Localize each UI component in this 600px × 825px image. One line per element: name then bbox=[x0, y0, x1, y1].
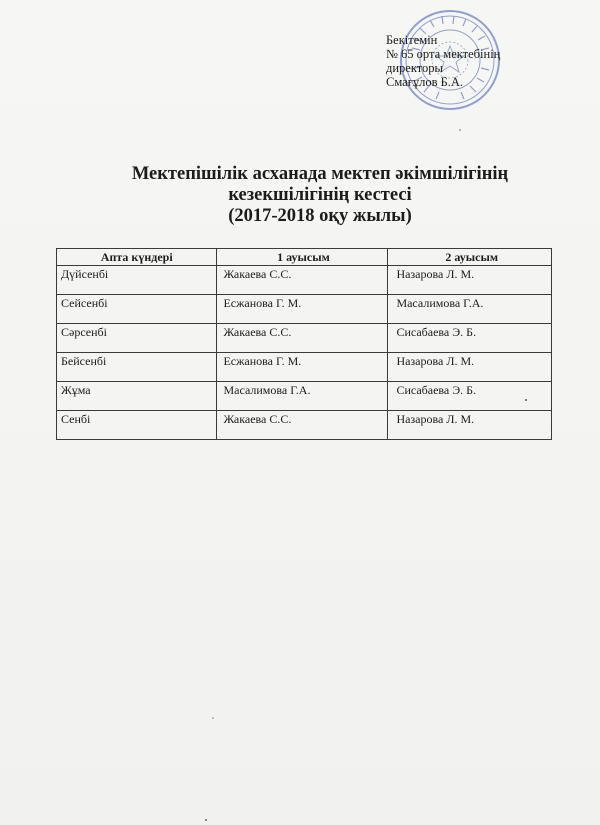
cell-shift-2: Сисабаева Э. Б. bbox=[388, 382, 552, 411]
header-shift-2: 2 ауысым bbox=[388, 249, 552, 266]
cell-weekday: Сенбі bbox=[57, 411, 217, 440]
title-line-1: Мектепішілік асханада мектеп әкімшілігінің bbox=[131, 164, 509, 184]
cell-shift-1: Жакаева С.С. bbox=[217, 411, 388, 440]
cell-shift-2: Назарова Л. М. bbox=[388, 266, 552, 295]
cell-shift-2: Назарова Л. М. bbox=[388, 353, 552, 382]
approval-line-school: № 65 орта мектебінің bbox=[386, 47, 501, 61]
header-shift-1: 1 ауысым bbox=[217, 249, 388, 266]
cell-shift-1: Масалимова Г.А. bbox=[217, 382, 388, 411]
approval-line-approve: Бекітемін bbox=[386, 33, 438, 47]
approval-line-name: Смағұлов Б.А. bbox=[386, 75, 464, 89]
cell-shift-1: Есжанова Г. М. bbox=[217, 295, 388, 324]
cell-weekday: Сейсенбі bbox=[57, 295, 217, 324]
cell-shift-1: Жакаева С.С. bbox=[217, 266, 388, 295]
cell-shift-2: Сисабаева Э. Б. bbox=[388, 324, 552, 353]
cell-weekday: Жұма bbox=[57, 382, 217, 411]
title-line-2: кезекшілігінің кестесі bbox=[228, 185, 412, 205]
cell-shift-2: Масалимова Г.А. bbox=[388, 295, 552, 324]
cell-weekday: Бейсенбі bbox=[57, 353, 217, 382]
cell-shift-1: Есжанова Г. М. bbox=[217, 353, 388, 382]
title-line-3: (2017-2018 оқу жылы) bbox=[228, 206, 412, 226]
cell-shift-2: Назарова Л. М. bbox=[388, 411, 552, 440]
cell-shift-1: Жакаева С.С. bbox=[217, 324, 388, 353]
approval-line-position: директоры bbox=[386, 61, 443, 75]
cell-weekday: Сәрсенбі bbox=[57, 324, 217, 353]
header-weekday: Апта күндері bbox=[57, 249, 217, 266]
cell-weekday: Дүйсенбі bbox=[57, 266, 217, 295]
